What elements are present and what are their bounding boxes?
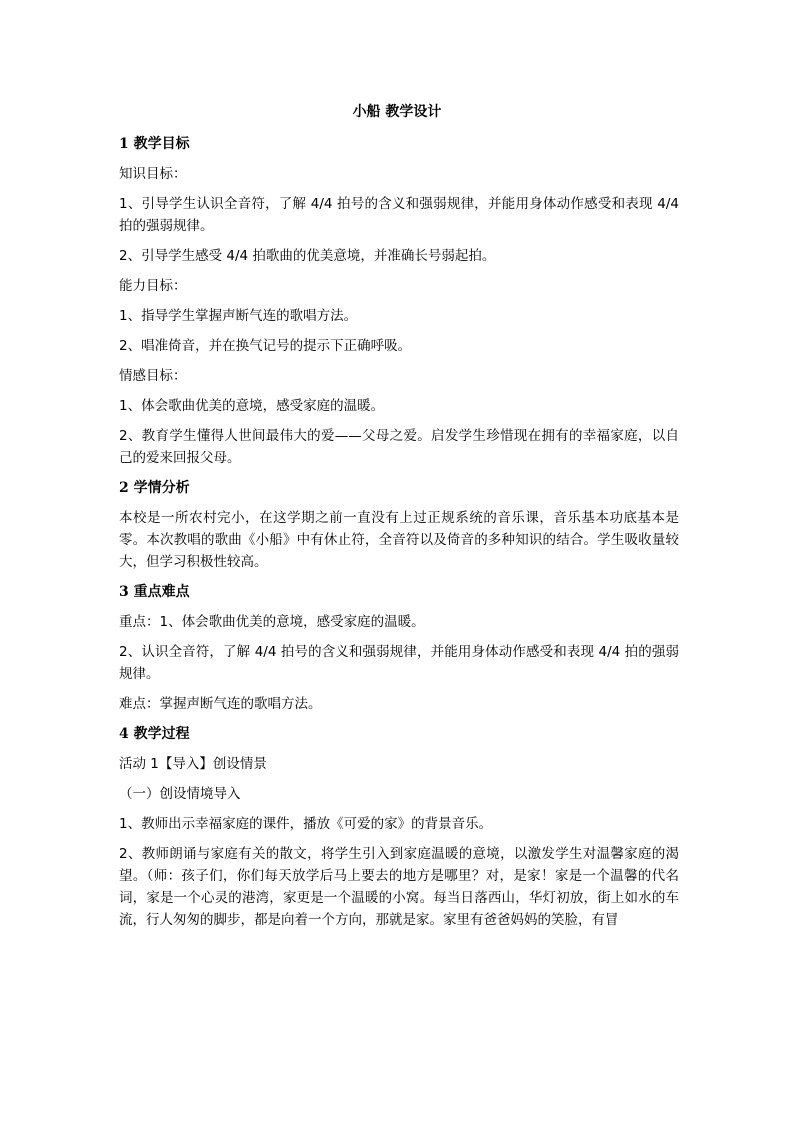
section-heading: 3 重点难点: [119, 584, 190, 600]
paragraph: 1、体会歌曲优美的意境，感受家庭的温暖。: [119, 398, 385, 414]
paragraph: 活动 1【导入】创设情景: [119, 756, 267, 772]
paragraph: （一）创设情境导入: [119, 786, 241, 802]
paragraph: 知识目标：: [119, 166, 187, 182]
section-heading: 1 教学目标: [119, 136, 190, 152]
paragraph: 本校是一所农村完小，在这学期之前一直没有上过正规系统的音乐课，音乐基本功底基本是零。本次教唱的歌曲《小船》中有休止符，全音符以及倚音的多种知识的结合。学生吸收量较大，但学习积极性较高。: [119, 510, 679, 570]
paragraph: 情感目标：: [119, 368, 187, 384]
section-heading: 4 教学过程: [119, 726, 190, 742]
paragraph: 1、教师出示幸福家庭的课件，播放《可爱的家》的背景音乐。: [119, 816, 493, 832]
paragraph: 2、引导学生感受 4/4 拍歌曲的优美意境，并准确长号弱起拍。: [119, 248, 496, 264]
paragraph: 2、教师朗诵与家庭有关的散文，将学生引入到家庭温暖的意境，以激发学生对温馨家庭的渴望。（师：孩子们，你们每天放学后马上要去的地方是哪里？对，是家！家是一个温馨的代名词，家是一个心灵的港湾，家更是一个温暖的小窝。每当日落西山，华灯初放，街上如水的车流，行人匆匆的脚步，都是向着一个方向，那就是家。家里有爸爸妈妈的笑脸，有冒: [119, 846, 679, 928]
paragraph: 1、引导学生认识全音符，了解 4/4 拍号的含义和强弱规律，并能用身体动作感受和表现 4/4 拍的强弱规律。: [119, 196, 679, 234]
paragraph: 难点：掌握声断气连的歌唱方法。: [119, 696, 322, 712]
paragraph: 能力目标：: [119, 278, 187, 294]
paragraph: 重点：1、体会歌曲优美的意境，感受家庭的温暖。: [119, 614, 425, 630]
section-heading: 2 学情分析: [119, 480, 190, 496]
paragraph: 1、指导学生掌握声断气连的歌唱方法。: [119, 308, 358, 324]
paragraph: 2、唱准倚音，并在换气记号的提示下正确呼吸。: [119, 338, 412, 354]
document-title: 小船 教学设计: [352, 104, 442, 120]
document-body: [119, 133, 679, 939]
paragraph: 2、认识全音符，了解 4/4 拍号的含义和强弱规律，并能用身体动作感受和表现 4/4 拍的强弱规律。: [119, 644, 679, 682]
paragraph: 2、教育学生懂得人世间最伟大的爱——父母之爱。启发学生珍惜现在拥有的幸福家庭，以自己的爱来回报父母。: [119, 428, 679, 466]
